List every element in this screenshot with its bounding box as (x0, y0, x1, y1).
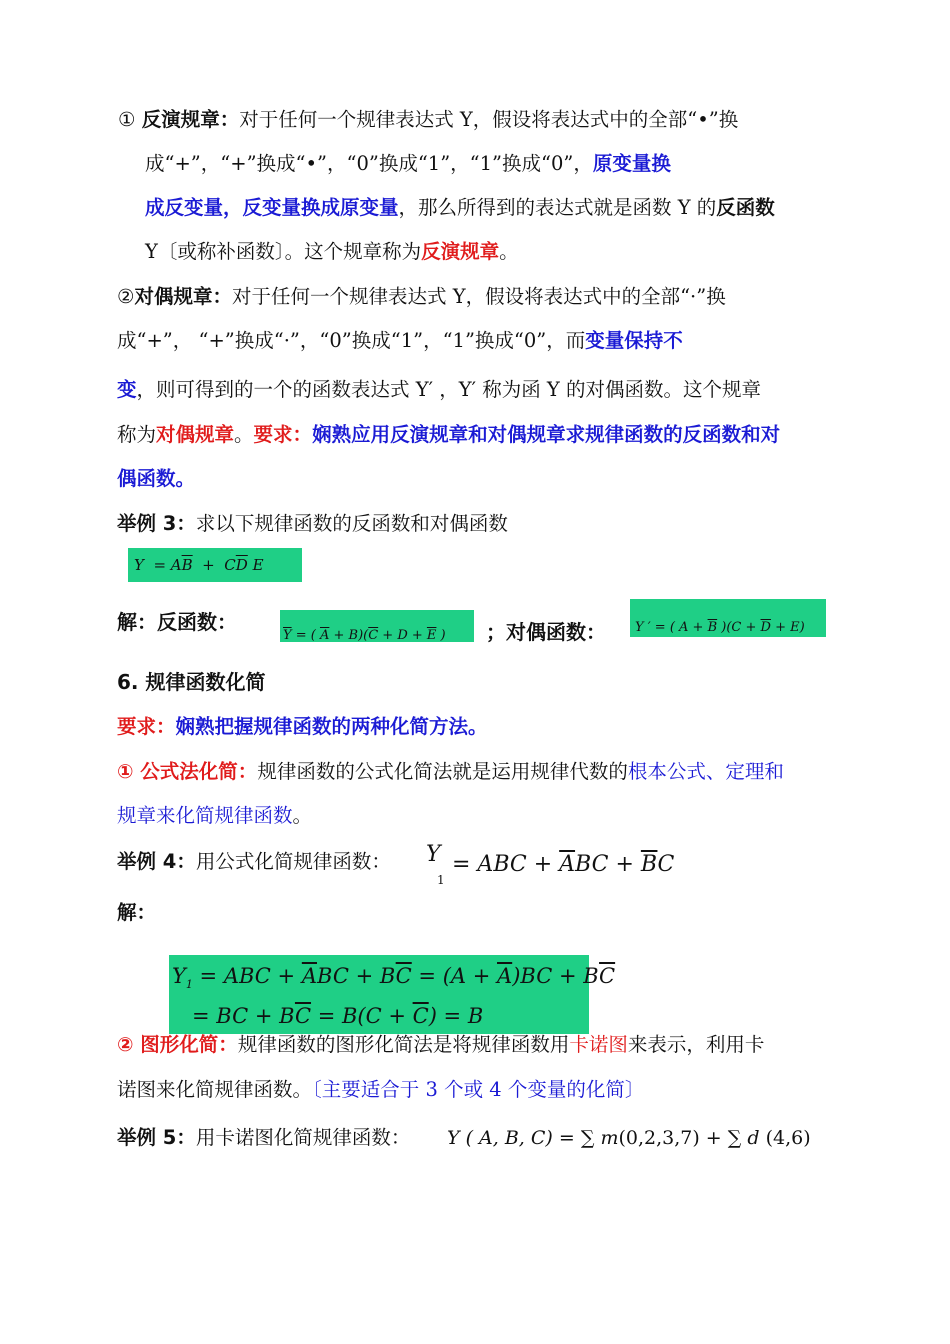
ex4-solution-line2: = BC + $B\overline{C} = B(C + \overline{C}) = B$ (192, 1004, 484, 1028)
m1-l2: 。 (292, 804, 313, 827)
ex4-expr-sub: 1 (437, 873, 445, 887)
s2-l3-blue: 变 (117, 378, 137, 401)
s2-l3: ，则可得到的一个的函数表达式 Y′ ，Y′ 称为函 Y 的对偶函数。这个规章 (136, 378, 761, 401)
m2-line1 (117, 1035, 764, 1055)
s1-line3 (145, 198, 775, 218)
s1-l2: 成“+”，“+”换成“•”，“0”换成“1”，“1”换成“0”， (145, 152, 593, 175)
s1-l3: ，那么所得到的表达式就是函数 Y 的 (398, 196, 717, 219)
ex4-label: 举例 4： (117, 850, 196, 873)
ex3-dual-label: ；对偶函数： (486, 620, 606, 644)
m1-title: ① 公式法化简： (117, 760, 258, 783)
s1-line2 (145, 154, 671, 174)
ex5-line (117, 1128, 410, 1148)
s2-l2: 成“+”， “+”换成“·”，“0”换成“1”，“1”换成“0”，而 (117, 329, 586, 352)
s1-title: 反演规章： (141, 108, 240, 131)
m2-l2-blue: 〔主要适合于 3 个或 4 个变量的化简〕 (312, 1078, 645, 1101)
s1-num: ① (118, 108, 136, 131)
s2-l4-red: 对偶规章 (156, 423, 235, 446)
m1-l2-blue: 规章来化简规律函数 (117, 804, 293, 827)
s2-l4b: 。 (234, 423, 254, 446)
ex3-solution-label: 解：反函数： (117, 610, 237, 634)
ex3-inverse-expr: $\overline{Y}$ = ( $\overline{A} + B)(\overline{C} + D + \overline{E}$ ) (283, 628, 446, 643)
s2-l4a: 称为 (117, 423, 157, 446)
m2-l1: 规律函数的图形化简法是将规律函数用 (237, 1033, 570, 1056)
ex5-text: 用卡诺图化简规律函数： (195, 1126, 411, 1149)
ex4-text: 用公式化简规律函数： (195, 850, 391, 873)
m1-l1: 规律函数的公式化简法就是运用规律代数的 (257, 760, 628, 783)
s2-l4-blue: 娴熟应用反演规章和对偶规章求规律函数的反函数和对 (312, 423, 781, 446)
s2-line2 (117, 331, 683, 351)
s1-l1: 对于任何一个规律表达式 Y，假设将表达式中的全部“•”换 (239, 108, 739, 131)
s2-line4 (117, 425, 780, 445)
s2-l2-blue: 变量保持不 (585, 329, 683, 352)
ex4-solution-label: 解： (117, 901, 157, 924)
m1-line1 (117, 762, 784, 782)
s1-line4 (145, 242, 519, 262)
sec6-req-blue: 娴熟把握规律函数的两种化简方法。 (175, 715, 488, 738)
s2-l4-red2: 要求： (253, 423, 313, 446)
s1-l2-blue: 原变量换 (592, 152, 671, 175)
m2-l1b: 来表示，利用卡 (627, 1033, 765, 1056)
ex4-expr-rhs: = ABC + $\overline{A}BC + \overline{B}C$ (452, 852, 675, 877)
sec6-req (117, 717, 488, 737)
s2-title: 对偶规章： (134, 285, 232, 308)
ex3-text: 求以下规律函数的反函数和对偶函数 (195, 512, 508, 535)
s2-l5-blue: 偶函数。 (117, 467, 196, 490)
s1-l4-end: 。 (499, 240, 519, 263)
ex3-label: 举例 3： (117, 512, 196, 535)
m2-line2 (117, 1080, 644, 1100)
s2-num: ② (117, 285, 135, 308)
m1-l1-blue: 根本公式、定理和 (627, 760, 784, 783)
s2-line3 (117, 380, 761, 400)
m2-l2: 诺图来化简规律函数。 (117, 1078, 313, 1101)
m2-title: ② 图形化简： (117, 1033, 238, 1056)
s1-l3-blue: 成反变量，反变量换成原变量 (145, 196, 399, 219)
ex3-dual-expr: Y ′ = ( $A + \overline{B}$ )$(C + \overline{D} + E)$ (635, 620, 805, 635)
m1-line2 (117, 806, 312, 826)
s2-line5 (117, 469, 195, 489)
s1-l3-bold: 反函数 (716, 196, 775, 219)
s1-l4: Y〔或称补函数〕。这个规章称为 (145, 240, 422, 263)
ex5-label: 举例 5： (117, 1126, 196, 1149)
s2-line1 (117, 287, 726, 307)
ex3-expr: $Y = A\overline{B} + C\overline{D}$ E (134, 556, 264, 574)
m2-l1-red: 卡诺图 (569, 1033, 628, 1056)
ex4-expr: Y (426, 842, 441, 867)
s1-line1 (118, 110, 738, 130)
sec6-title: 6. 规律函数化简 (117, 670, 266, 694)
s1-l4-red: 反演规章 (421, 240, 500, 263)
sec6-req-red: 要求： (117, 715, 176, 738)
ex5-expr: Y ( A, B, C) = ∑ m(0,2,3,7) + ∑ d (4,6) (447, 1127, 811, 1149)
s2-l1: 对于任何一个规律表达式 Y，假设将表达式中的全部“·”换 (232, 285, 726, 308)
ex3-line (117, 514, 508, 534)
ex4-line (117, 852, 391, 872)
ex4-solution-line1: $Y_1$ = ABC + $\overline{A}BC + B\overline{C} = (A + \overline{A})BC + B\overline{C}$ (172, 964, 616, 992)
